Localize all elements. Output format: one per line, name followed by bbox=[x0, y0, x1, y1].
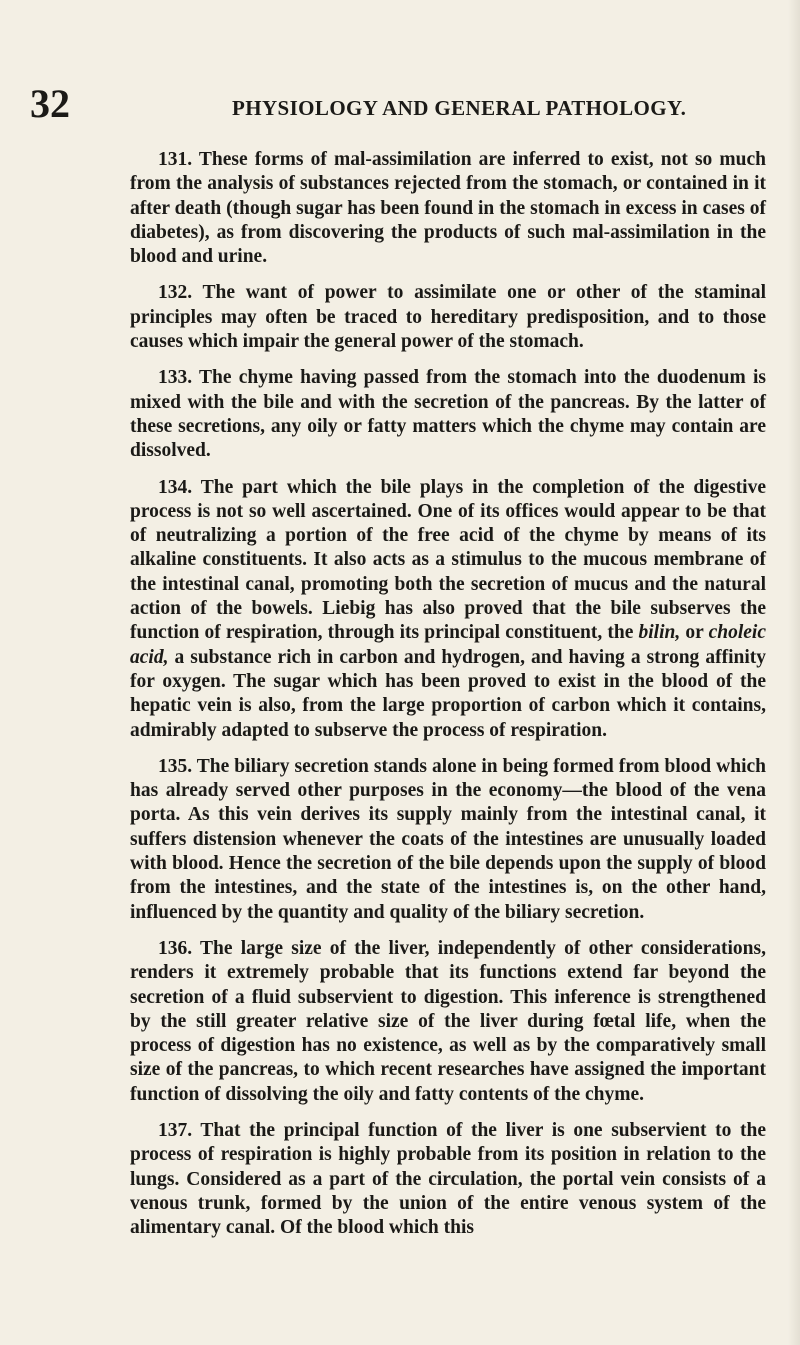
paragraph-number: 134. bbox=[158, 476, 193, 498]
paragraph-text: The want of power to assimilate one or other of the staminal principles may often be traced to hereditary predisposition, and to those causes which impair the general power of the stomach. bbox=[130, 282, 766, 353]
paragraph-137 bbox=[130, 1119, 766, 1240]
paragraph-number: 136. bbox=[158, 937, 193, 959]
paragraph-text: a substance rich in carbon and hydrogen, and having a strong affinity for oxygen. The sugar which has been proved to exist in the blood of the hepatic vein is also, from the large proportion of carbon which it contains, admirably adapted to subserve the process of respiration. bbox=[130, 646, 766, 741]
paragraph-134 bbox=[130, 476, 766, 743]
paragraph-number: 133. bbox=[158, 367, 193, 389]
paragraph-text: The biliary secretion stands alone in being formed from blood which has already served other purposes in the economy—the blood of the vena porta. As this vein derives its supply mainly from the intestinal canal, it suffers distension whenever the coats of the intestines are unusually loaded with blood. Hence the secretion of the bile depends upon the supply of blood from the intestines, and the state of the intestines is, on the other hand, influenced by the quantity and quality of the biliary secretion. bbox=[130, 755, 766, 923]
paragraph-text: The part which the bile plays in the completion of the digestive process is not so well ascertained. One of its offices would appear to be that of neutralizing a portion of the free acid of the chyme by means of its alkaline constituents. It also acts as a stimulus to the mucous membrane of the intestinal canal, promoting both the secretion of mucus and the natural action of the bowels. Liebig has also proved that the bile subserves the function of respiration, through its principal constituent, the bbox=[130, 476, 766, 644]
body-text bbox=[130, 148, 766, 1240]
paragraph-number: 132. bbox=[158, 282, 193, 304]
paragraph-135 bbox=[130, 755, 766, 925]
paragraph-number: 135. bbox=[158, 755, 193, 777]
italic-term-choleic-acid: choleic acid, bbox=[130, 622, 767, 668]
paragraph-text: or bbox=[685, 622, 704, 644]
paragraph-text: These forms of mal-assimilation are inferred to exist, not so much from the analysis of substances rejected from the stomach, or contained in it after death (though sugar has been found in the stomach in excess in cases of diabetes), as from discovering the products of such mal-assimilation in the blood and urine. bbox=[130, 149, 766, 268]
running-head: PHYSIOLOGY AND GENERAL PATHOLOGY. bbox=[232, 96, 687, 120]
page-header bbox=[0, 81, 800, 126]
paragraph-131 bbox=[130, 148, 766, 269]
paragraph-132 bbox=[130, 281, 766, 354]
paragraph-133 bbox=[130, 366, 766, 463]
paragraph-text: The chyme having passed from the stomach into the duodenum is mixed with the bile and with the secretion of the pancreas. By the latter of these secretions, any oily or fatty matters which the chyme may contain are dissolved. bbox=[130, 367, 766, 462]
italic-term-bilin: bilin, bbox=[638, 622, 681, 644]
paragraph-number: 137. bbox=[158, 1119, 193, 1141]
paragraph-text: That the principal function of the liver is one subservient to the process of respiration is highly probable from its position in relation to the lungs. Considered as a part of the circulation, the portal vein consists of a venous trunk, formed by the union of the entire venous system of the alimentary canal. Of the blood which this bbox=[130, 1119, 766, 1239]
page-number: 32 bbox=[30, 81, 70, 126]
page-edge-shadow bbox=[788, 0, 800, 1345]
paragraph-136 bbox=[130, 937, 766, 1107]
paragraph-number: 131. bbox=[158, 149, 193, 170]
paragraph-text: The large size of the liver, independently of other considerations, renders it extremely probable that its functions extend far beyond the secretion of a fluid subservient to digestion. This inference is strengthened by the still greater relative size of the liver during fœtal life, when the process of digestion has no existence, as well as by the comparatively small size of the pancreas, to which recent researches have assigned the important function of dissolving the oily and fatty contents of the chyme. bbox=[130, 937, 766, 1105]
